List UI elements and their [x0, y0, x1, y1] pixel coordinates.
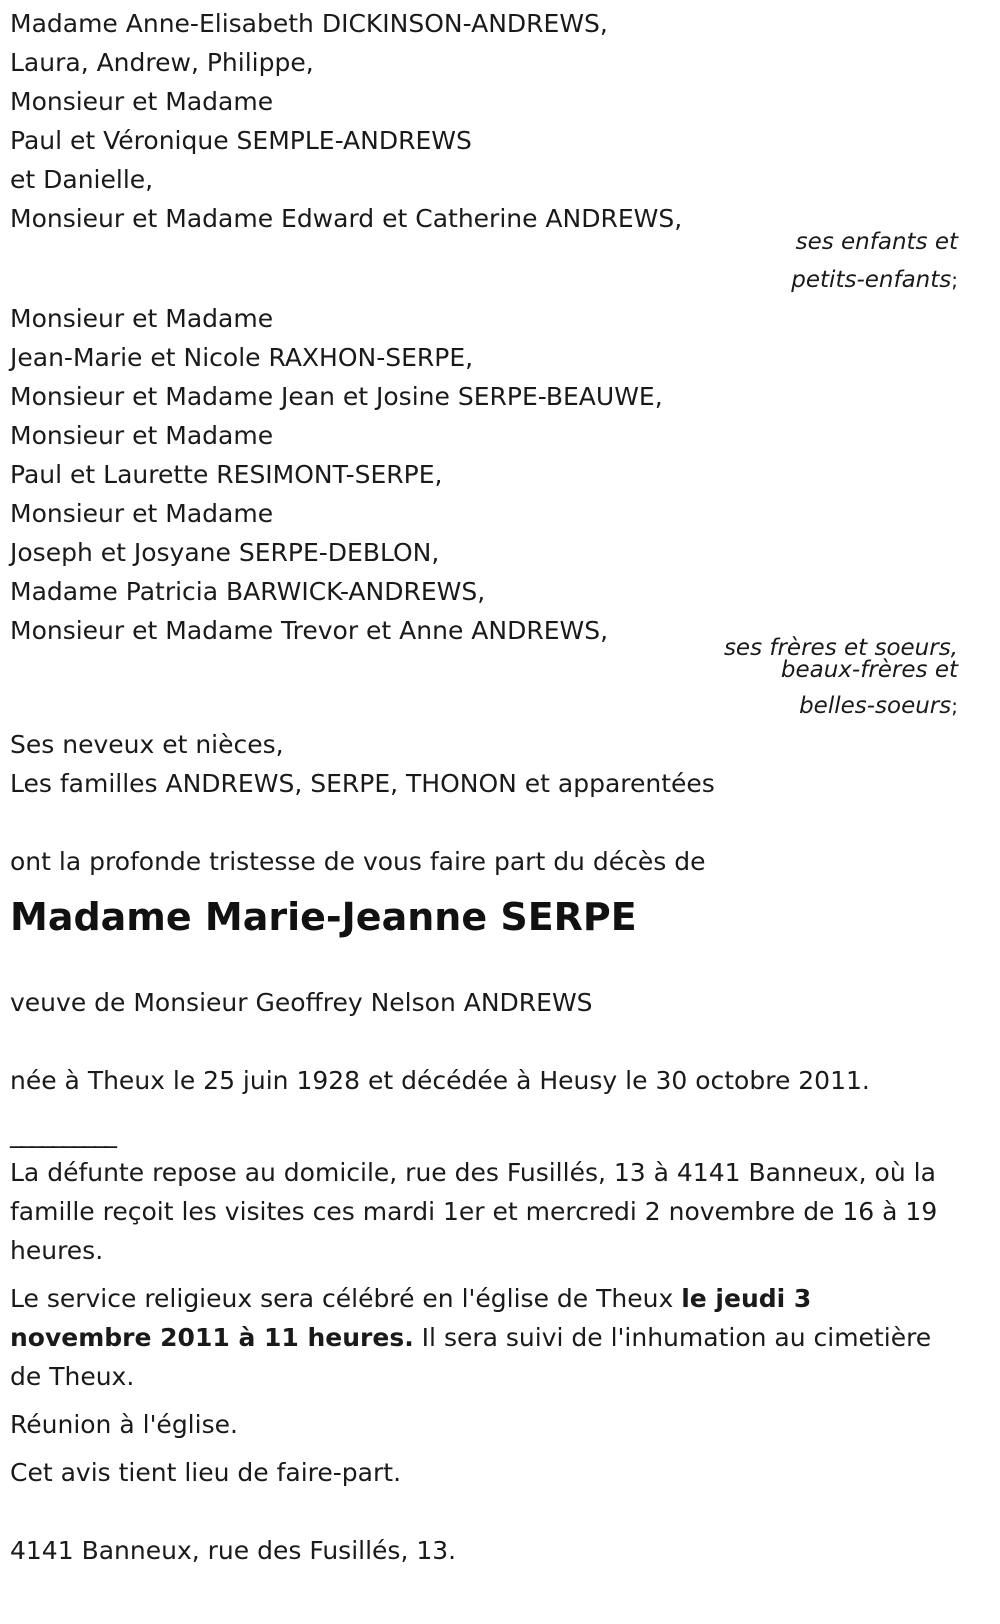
service-paragraph: Le service religieux sera célébré en l'église de Theux le jeudi 3 novembre 2011 à 11 heures. Il sera suivi de l'inhumation au cimetière de Theux. [10, 1284, 932, 1391]
family-line: Madame Patricia BARWICK-ANDREWS, [10, 577, 486, 606]
family-line: Joseph et Josyane SERPE-DEBLON, [10, 538, 440, 567]
others-block [10, 725, 958, 803]
family-line: Monsieur et Madame Trevor et Anne ANDREWS, [10, 616, 609, 645]
relation-line: beaux-frères et [780, 657, 958, 683]
relation-line: ses frères et soeurs, [723, 635, 958, 661]
relation-line: ses enfants et [795, 229, 958, 255]
visitation-paragraph: La défunte repose au domicile, rue des Fusillés, 13 à 4141 Banneux, où la famille reçoit les visites ces mardi 1er et mercredi 2 novembre de 16 à 19 heures. [10, 1158, 938, 1265]
family-line: Monsieur et Madame Edward et Catherine ANDREWS, [10, 204, 683, 233]
separator-line: __________ [10, 1119, 115, 1148]
siblings-relation [10, 637, 958, 725]
family-line: Laura, Andrew, Philippe, [10, 48, 314, 77]
service-date: le jeudi 3 novembre 2011 à 11 heures. [10, 1284, 812, 1352]
announcement-text: ont la profonde tristesse de vous faire part du décès de [10, 847, 706, 876]
family-line: Jean-Marie et Nicole RAXHON-SERPE, [10, 343, 474, 372]
family-line: Paul et Laurette RESIMONT-SERPE, [10, 460, 443, 489]
notice-text: Cet avis tient lieu de faire-part. [10, 1458, 402, 1487]
family-line: et Danielle, [10, 165, 154, 194]
family-line: Madame Anne-Elisabeth DICKINSON-ANDREWS, [10, 9, 608, 38]
family-line: Monsieur et Madame Jean et Josine SERPE-BEAUWE, [10, 382, 663, 411]
family-line: Monsieur et Madame [10, 87, 274, 116]
family-line: Monsieur et Madame [10, 499, 274, 528]
relation-line: petits-enfants; [791, 267, 958, 293]
birth-death-text: née à Theux le 25 juin 1928 et décédée à Heusy le 30 octobre 2011. [10, 1066, 870, 1095]
family-line: Ses neveux et nièces, [10, 730, 284, 759]
children-block [10, 0, 958, 238]
widow-of-text: veuve de Monsieur Geoffrey Nelson ANDREWS [10, 988, 593, 1017]
address-text: 4141 Banneux, rue des Fusillés, 13. [10, 1536, 457, 1565]
family-line: Les familles ANDREWS, SERPE, THONON et apparentées [10, 769, 715, 798]
family-line: Paul et Véronique SEMPLE-ANDREWS [10, 126, 472, 155]
relation-line: belles-soeurs; [799, 693, 958, 719]
meeting-text: Réunion à l'église. [10, 1410, 238, 1439]
siblings-block [10, 299, 958, 650]
family-line: Monsieur et Madame [10, 421, 274, 450]
family-line: Monsieur et Madame [10, 304, 274, 333]
deceased-name: Madame Marie-Jeanne SERPE [10, 895, 637, 939]
